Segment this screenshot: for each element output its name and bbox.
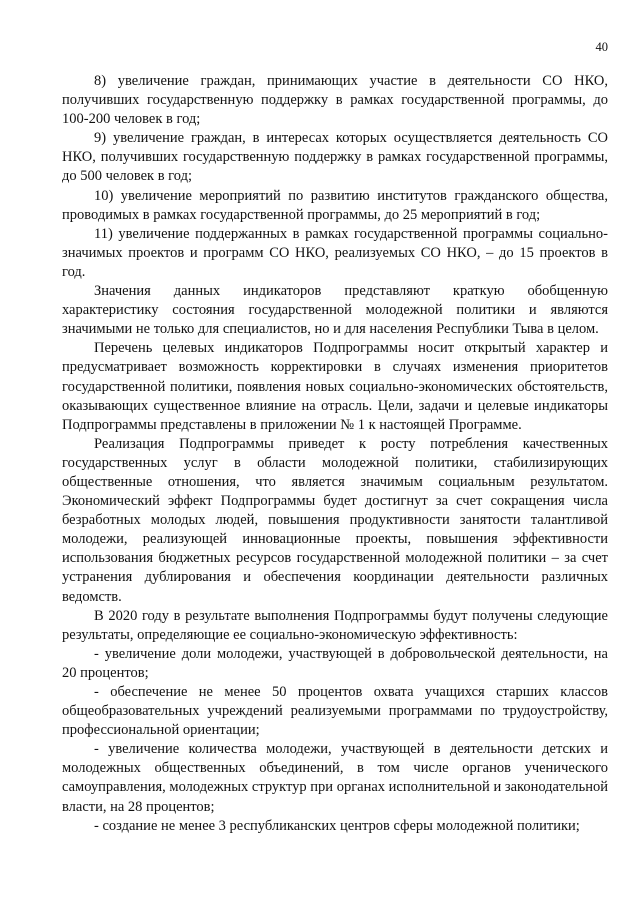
result-associations: - увеличение количества молодежи, участвующей в деятельности детских и молодежных общественных объединений, в том числе органов ученического самоуправления, молодежных структур при органах исполнительной и законодательной власти, на 28 процентов; xyxy=(62,741,608,815)
paragraph-results-2020: В 2020 году в результате выполнения Подпрограммы будут получены следующие результаты, определяющие ее социально-экономическую эффективность: xyxy=(62,607,608,643)
paragraph-indicators-meaning: Значения данных индикаторов представляют краткую обобщенную характеристику состояния государственной молодежной политики и являются значимыми не только для специалистов, но и для населения Республики Тыва в целом. xyxy=(62,283,608,338)
result-coverage: - обеспечение не менее 50 процентов охвата учащихся старших классов общеобразовательных учреждений реализуемыми программами по трудоустройству, профессиональной ориентации; xyxy=(62,684,608,739)
paragraph-indicators-list: Перечень целевых индикаторов Подпрограммы носит открытый характер и предусматривает возможность корректировки в случаях изменения приоритетов государственной политики, появления новых социально-экономических обстоятельств, оказывающих существенное влияние на отрасль. Цели, задачи и целевые индикаторы Подпрограммы представлены в приложении № 1 к настоящей Программе. xyxy=(62,340,608,433)
result-volunteer: - увеличение доли молодежи, участвующей в добровольческой деятельности, на 20 процентов; xyxy=(62,645,608,681)
paragraph-item-10: 10) увеличение мероприятий по развитию институтов гражданского общества, проводимых в рамках государственной программы, до 25 мероприятий в год; xyxy=(62,187,608,223)
paragraph-item-11: 11) увеличение поддержанных в рамках государственной программы социально-значимых проектов и программ СО НКО, реализуемых СО НКО, – до 15 проектов в год. xyxy=(62,225,608,280)
paragraph-implementation: Реализация Подпрограммы приведет к росту потребления качественных государственных услуг в области молодежной политики, стабилизирующих общественные отношения, что является значимым социальным результатом. Экономический эффект Подпрограммы будет достигнут за счет сокращения числа безработных молодых людей, повышения продуктивности занятости талантливой молодежи, реализующей инновационные проекты, повышения эффективности использования бюджетных ресурсов государственной молодежной политики – за счет устранения дублирования и обеспечения координации деятельности различных ведомств. xyxy=(62,435,608,605)
result-centers: - создание не менее 3 республиканских центров сферы молодежной политики; xyxy=(94,817,580,834)
paragraph-item-9: 9) увеличение граждан, в интересах которых осуществляется деятельность СО НКО, получивших государственную поддержку в рамках государственной программы, до 500 человек в год; xyxy=(62,130,608,185)
document-body xyxy=(62,72,608,836)
paragraph-item-8: 8) увеличение граждан, принимающих участие в деятельности СО НКО, получивших государственную поддержку в рамках государственной программы, до 100-200 человек в год; xyxy=(62,73,608,128)
page-number: 40 xyxy=(595,40,608,54)
